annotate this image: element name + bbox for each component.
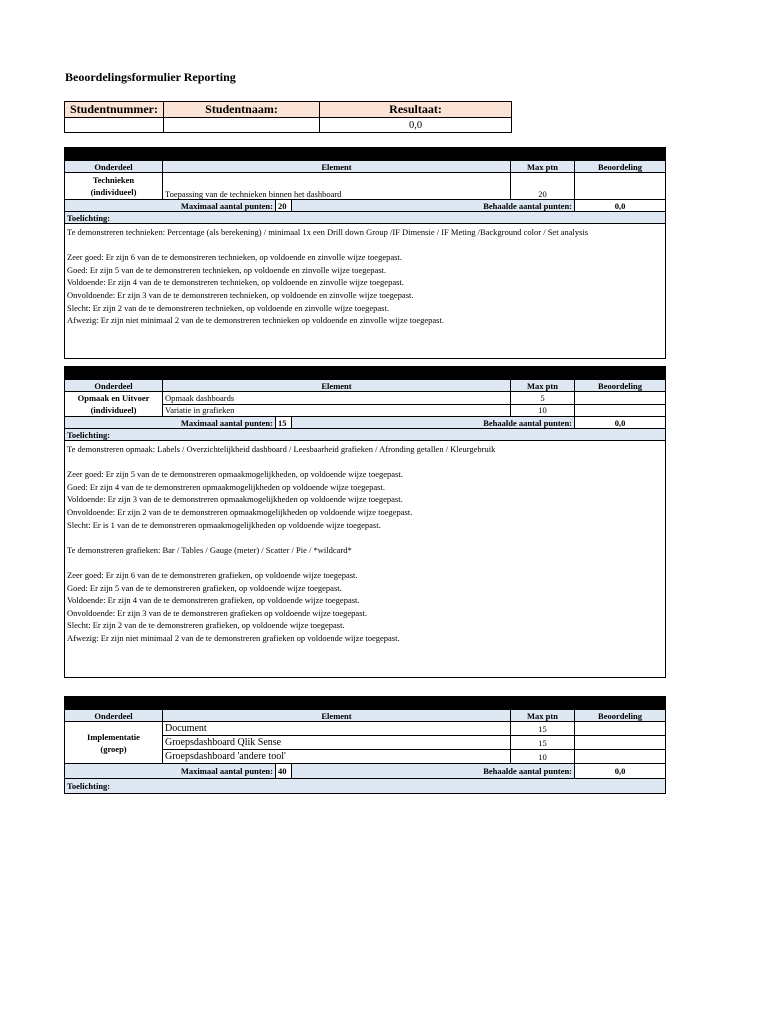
resultaat-header: Resultaat: bbox=[320, 102, 512, 118]
text-line: Zeer goed: Er zijn 5 van de te demonstreren opmaakmogelijkheden, op voldoende wijze toegepast. bbox=[67, 469, 403, 480]
text-line bbox=[67, 456, 663, 469]
text-line: Te demonstreren opmaak: Labels / Overzichtelijkheid dashboard / Leesbaarheid grafieken / Afronding getallen / Kleurgebruik bbox=[67, 444, 496, 454]
totals-row bbox=[65, 764, 666, 779]
beoordeling-field[interactable] bbox=[575, 736, 666, 750]
text-line: Te demonstreren technieken: Percentage (als berekening) / minimaal 1x een Drill down Group /IF Dimensie / IF Meting /Background color / Set analysis bbox=[67, 227, 589, 237]
max-total-label: Maximaal aantal punten: bbox=[65, 764, 276, 779]
toelichting-label: Toelichting: bbox=[65, 429, 666, 441]
onderdeel-type: (individueel) bbox=[90, 405, 137, 415]
onderdeel-type: (individueel) bbox=[90, 187, 137, 197]
column-header-row bbox=[65, 161, 666, 173]
beoordeling-field[interactable] bbox=[575, 173, 666, 200]
toelichting-label: Toelichting: bbox=[65, 779, 666, 794]
onderdeel-name: Implementatie bbox=[87, 731, 140, 742]
text-line: Afwezig: Er zijn niet minimaal 2 van de te demonstreren technieken op voldoende en zinvolle wijze toegepast. bbox=[67, 315, 444, 326]
text-line: Slecht: Er zijn 2 van de te demonstreren technieken, op voldoende en zinvolle wijze toegepast. bbox=[67, 302, 389, 313]
text-line: Zeer goed: Er zijn 6 van de te demonstreren grafieken, op voldoende wijze toegepast. bbox=[67, 569, 358, 580]
toelichting-text-row bbox=[65, 224, 666, 359]
text-line bbox=[67, 239, 663, 252]
onderdeel-type: (groep) bbox=[100, 743, 127, 754]
max-header: Max ptn bbox=[511, 710, 575, 722]
beoordeling-header: Beoordeling bbox=[575, 710, 666, 722]
behaald-value: 0,0 bbox=[575, 764, 666, 779]
section-bar bbox=[65, 367, 666, 380]
text-line: Slecht: Er zijn 2 van de te demonstreren grafieken, op voldoende wijze toegepast. bbox=[67, 620, 345, 631]
onderdeel-name: Technieken bbox=[92, 175, 135, 185]
text-line: Goed: Er zijn 5 van de te demonstreren grafieken, op voldoende wijze toegepast. bbox=[67, 582, 342, 593]
element-cell: Groepsdashboard 'andere tool' bbox=[163, 750, 511, 764]
column-header-row bbox=[65, 710, 666, 722]
column-header-row bbox=[65, 380, 666, 392]
element-cell: Toepassing van de technieken binnen het dashboard bbox=[163, 173, 511, 200]
totals-row bbox=[65, 200, 666, 212]
element-header: Element bbox=[163, 710, 511, 722]
text-line: Te demonstreren grafieken: Bar / Tables / Gauge (meter) / Scatter / Pie / *wildcard* bbox=[67, 544, 352, 555]
section-technieken bbox=[64, 147, 666, 359]
max-cell: 5 bbox=[511, 392, 575, 405]
max-cell: 10 bbox=[511, 404, 575, 417]
beoordeling-field[interactable] bbox=[575, 392, 666, 405]
onderdeel-header: Onderdeel bbox=[65, 710, 163, 722]
text-line: Goed: Er zijn 4 van de te demonstreren opmaakmogelijkheden op voldoende wijze toegepast. bbox=[67, 481, 385, 492]
totals-row bbox=[65, 417, 666, 429]
max-total-value: 20 bbox=[276, 200, 292, 212]
text-line: Voldoende: Er zijn 4 van de te demonstreren grafieken, op voldoende wijze toegepast. bbox=[67, 595, 360, 606]
text-line: Voldoende: Er zijn 4 van de te demonstreren technieken, op voldoende en zinvolle wijze toegepast. bbox=[67, 277, 404, 288]
element-header: Element bbox=[163, 161, 511, 173]
onderdeel-cell bbox=[65, 173, 163, 200]
text-line: Onvoldoende: Er zijn 3 van de te demonstreren technieken, op voldoende en zinvolle wijze toegepast. bbox=[67, 289, 414, 300]
onderdeel-name: Opmaak en Uitvoer bbox=[77, 393, 150, 403]
studentnummer-header: Studentnummer: bbox=[65, 102, 164, 118]
toelichting-text-row bbox=[65, 441, 666, 678]
behaald-value: 0,0 bbox=[575, 417, 666, 429]
text-line bbox=[67, 556, 663, 569]
max-total-label: Maximaal aantal punten: bbox=[65, 200, 276, 212]
text-line: Onvoldoende: Er zijn 3 van de te demonstreren grafieken op voldoende wijze toegepast. bbox=[67, 607, 367, 618]
text-line: Onvoldoende: Er zijn 2 van de te demonstreren opmaakmogelijkheden op voldoende wijze toegepast. bbox=[67, 506, 413, 517]
toelichting-row bbox=[65, 212, 666, 224]
onderdeel-cell bbox=[65, 722, 163, 764]
criterion-row bbox=[65, 173, 666, 200]
student-header-row bbox=[65, 102, 512, 118]
max-cell: 15 bbox=[511, 736, 575, 750]
onderdeel-header: Onderdeel bbox=[65, 380, 163, 392]
section-bar bbox=[65, 697, 666, 710]
student-value-row bbox=[65, 118, 512, 133]
toelichting-text[interactable] bbox=[65, 224, 666, 359]
element-cell: Document bbox=[163, 722, 511, 736]
toelichting-row bbox=[65, 429, 666, 441]
behaald-value: 0,0 bbox=[575, 200, 666, 212]
max-header: Max ptn bbox=[511, 380, 575, 392]
studentnaam-header: Studentnaam: bbox=[164, 102, 320, 118]
element-header: Element bbox=[163, 380, 511, 392]
criterion-row bbox=[65, 722, 666, 736]
element-cell: Variatie in grafieken bbox=[163, 404, 511, 417]
max-total-value: 15 bbox=[276, 417, 292, 429]
text-line bbox=[67, 531, 663, 544]
resultaat-value: 0,0 bbox=[320, 118, 512, 133]
max-total-value: 40 bbox=[276, 764, 292, 779]
studentnummer-field[interactable] bbox=[65, 118, 164, 133]
onderdeel-header: Onderdeel bbox=[65, 161, 163, 173]
toelichting-row bbox=[65, 779, 666, 794]
beoordeling-field[interactable] bbox=[575, 722, 666, 736]
toelichting-text[interactable] bbox=[65, 441, 666, 678]
behaald-label: Behaalde aantal punten: bbox=[292, 417, 575, 429]
max-cell: 10 bbox=[511, 750, 575, 764]
element-cell: Opmaak dashboards bbox=[163, 392, 511, 405]
max-header: Max ptn bbox=[511, 161, 575, 173]
studentnaam-field[interactable] bbox=[164, 118, 320, 133]
text-line: Goed: Er zijn 5 van de te demonstreren technieken, op voldoende en zinvolle wijze toegepast. bbox=[67, 264, 387, 275]
criterion-row bbox=[65, 392, 666, 405]
student-table bbox=[64, 101, 512, 133]
max-total-label: Maximaal aantal punten: bbox=[65, 417, 276, 429]
text-line: Afwezig: Er zijn niet minimaal 2 van de te demonstreren grafieken op voldoende wijze toegepast. bbox=[67, 632, 400, 643]
text-line: Voldoende: Er zijn 3 van de te demonstreren opmaakmogelijkheden op voldoende wijze toegepast. bbox=[67, 494, 403, 505]
section-opmaak bbox=[64, 366, 666, 678]
behaald-label: Behaalde aantal punten: bbox=[292, 200, 575, 212]
form-title: Beoordelingsformulier Reporting bbox=[65, 70, 236, 84]
beoordeling-field[interactable] bbox=[575, 404, 666, 417]
element-cell: Groepsdashboard Qlik Sense bbox=[163, 736, 511, 750]
section-implementatie bbox=[64, 696, 666, 794]
toelichting-label: Toelichting: bbox=[65, 212, 666, 224]
section-bar bbox=[65, 148, 666, 161]
behaald-label: Behaalde aantal punten: bbox=[292, 764, 575, 779]
max-cell: 20 bbox=[511, 173, 575, 200]
onderdeel-cell bbox=[65, 392, 163, 417]
text-line: Slecht: Er is 1 van de te demonstreren opmaakmogelijkheden op voldoende wijze toegepast. bbox=[67, 519, 381, 530]
text-line: Zeer goed: Er zijn 6 van de te demonstreren technieken, op voldoende en zinvolle wijze toegepast. bbox=[67, 252, 402, 263]
beoordeling-field[interactable] bbox=[575, 750, 666, 764]
beoordeling-header: Beoordeling bbox=[575, 161, 666, 173]
beoordeling-header: Beoordeling bbox=[575, 380, 666, 392]
max-cell: 15 bbox=[511, 722, 575, 736]
